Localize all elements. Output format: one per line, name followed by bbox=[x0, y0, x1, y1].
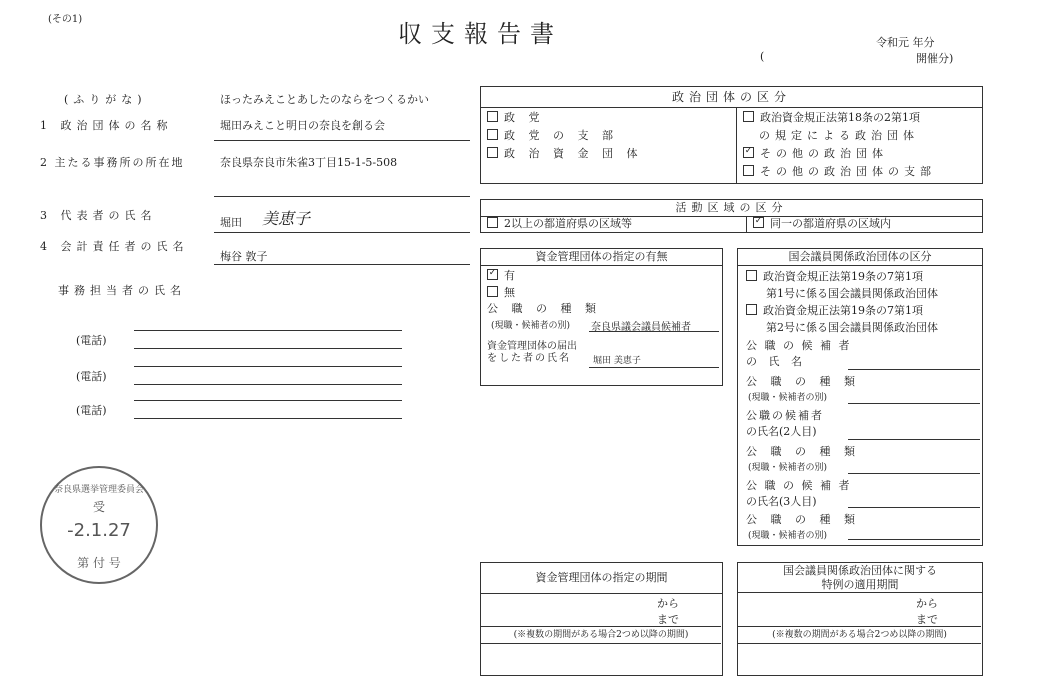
fund-period-box bbox=[480, 562, 723, 676]
era-year: 令和元 年分 bbox=[876, 36, 935, 49]
stamp-date: -2.1.27 bbox=[67, 520, 131, 541]
classification-box bbox=[480, 86, 983, 184]
representative-signature: 美恵子 bbox=[262, 209, 311, 228]
diet-title: 国会議員関係政治団体の区分 bbox=[738, 249, 982, 266]
diet-type3: 公 職 の 種 類 bbox=[746, 513, 860, 526]
part-label: (その1) bbox=[48, 14, 83, 25]
clerk-label: 事務担当者の氏名 bbox=[58, 284, 186, 297]
office-value: 奈良県奈良市朱雀3丁目15-1-5-508 bbox=[220, 156, 398, 169]
page-title: 収支報告書 bbox=[398, 20, 563, 48]
diet-type2: 公 職 の 種 類 bbox=[746, 445, 860, 458]
received-stamp bbox=[40, 466, 158, 584]
class-other-branch[interactable]: その他の政治団体の支部 bbox=[743, 163, 936, 181]
diet-cand1-a: 公 職 の 候 補 者 bbox=[746, 339, 852, 352]
diet-cand3-b: の氏名(3人目) bbox=[746, 495, 817, 508]
representative-label: 3 代表者の氏名 bbox=[40, 209, 157, 222]
class-party[interactable]: 政 党 bbox=[487, 109, 730, 127]
diet-period-to: まで bbox=[916, 613, 938, 626]
diet-period-title-1: 国会議員関係政治団体に関する bbox=[783, 564, 937, 577]
class-art18[interactable]: 政治資金規正法第18条の2第1項 bbox=[743, 109, 936, 127]
fund-notif-label-1: 資金管理団体の届出 bbox=[487, 341, 577, 352]
office-label: 2 主たる事務所の所在地 bbox=[40, 156, 185, 169]
fund-period-note: (※複数の期間がある場合2つめ以降の期間) bbox=[481, 626, 721, 644]
diet-type2-sub: (現職・候補者の別) bbox=[748, 463, 828, 473]
fund-notif-label-2: をした者の氏名 bbox=[487, 353, 571, 364]
phone-label-3: (電話) bbox=[76, 404, 107, 417]
class-fund-group[interactable]: 政 治 資 金 団 体 bbox=[487, 145, 730, 163]
diet-cand3-a: 公 職 の 候 補 者 bbox=[746, 479, 852, 492]
stamp-bottom: 第 付 号 bbox=[77, 556, 121, 570]
furigana-label: (ふりがな) bbox=[64, 93, 147, 106]
org-name-value: 堀田みえこと明日の奈良を創る会 bbox=[220, 119, 385, 132]
diet-cand2-b: の氏名(2人目) bbox=[746, 425, 817, 438]
diet-item-2-cont: 第2号に係る国会議員関係政治団体 bbox=[766, 321, 938, 334]
activity-multi[interactable]: 2以上の都道府県の区域等 bbox=[481, 216, 747, 232]
activity-single[interactable]: ✓ 同一の都道府県の区域内 bbox=[753, 216, 891, 232]
diet-type1: 公 職 の 種 類 bbox=[746, 375, 860, 388]
fund-notif-value: 堀田 美恵子 bbox=[593, 356, 641, 366]
stamp-arc: 奈良県選挙管理委員会 bbox=[53, 485, 144, 495]
phone-label-1: (電話) bbox=[76, 334, 107, 347]
diet-item-1-cont: 第1号に係る国会議員関係政治団体 bbox=[766, 287, 938, 300]
held-label: 開催分) bbox=[916, 52, 954, 65]
fund-period-title: 資金管理団体の指定の期間 bbox=[481, 563, 722, 594]
fund-type-label: 公 職 の 種 類 bbox=[487, 302, 601, 315]
diet-period-note: (※複数の期間がある場合2つめ以降の期間) bbox=[738, 626, 981, 644]
fund-mgmt-box bbox=[480, 248, 723, 386]
class-party-branch[interactable]: 政 党 の 支 部 bbox=[487, 127, 730, 145]
stamp-top: 受 bbox=[92, 500, 105, 514]
fund-type-value: 奈良県議会議員候補者 bbox=[591, 322, 691, 333]
diet-cand2-a: 公職の候補者 bbox=[746, 409, 824, 422]
fund-mgmt-yes[interactable]: ✓有 bbox=[487, 267, 515, 283]
fund-period-to: まで bbox=[657, 613, 679, 626]
accountant-value: 梅谷 敦子 bbox=[220, 250, 268, 263]
diet-type3-sub: (現職・候補者の別) bbox=[748, 531, 828, 541]
diet-period-box bbox=[737, 562, 983, 676]
diet-period-title-2: 特例の適用期間 bbox=[821, 578, 899, 591]
org-name-label: 1 政治団体の名称 bbox=[40, 119, 173, 132]
diet-period-from: から bbox=[916, 597, 938, 610]
representative-value: 堀田 bbox=[220, 216, 242, 229]
fund-type-sub: (現職・候補者の別) bbox=[491, 321, 571, 331]
diet-box bbox=[737, 248, 983, 546]
phone-label-2: (電話) bbox=[76, 370, 107, 383]
held-open: ( bbox=[760, 50, 765, 63]
diet-type1-sub: (現職・候補者の別) bbox=[748, 393, 828, 403]
fund-mgmt-no[interactable]: 無 bbox=[487, 284, 515, 300]
furigana-value: ほったみえことあしたのならをつくるかい bbox=[220, 93, 429, 106]
diet-item-1[interactable]: 政治資金規正法第19条の7第1項 bbox=[746, 268, 923, 284]
activity-title: 活動区域の区分 bbox=[481, 200, 982, 217]
activity-box bbox=[480, 199, 983, 233]
diet-item-2[interactable]: 政治資金規正法第19条の7第1項 bbox=[746, 302, 923, 318]
classification-title: 政治団体の区分 bbox=[481, 87, 982, 108]
diet-cand1-b: の 氏 名 bbox=[746, 355, 806, 368]
class-art18-cont: の規定による政治団体 bbox=[759, 129, 919, 142]
class-other[interactable]: ✓その他の政治団体 bbox=[743, 145, 936, 163]
fund-period-from: から bbox=[657, 597, 679, 610]
fund-mgmt-title: 資金管理団体の指定の有無 bbox=[481, 249, 722, 266]
accountant-label: 4 会計責任者の氏名 bbox=[40, 240, 189, 253]
